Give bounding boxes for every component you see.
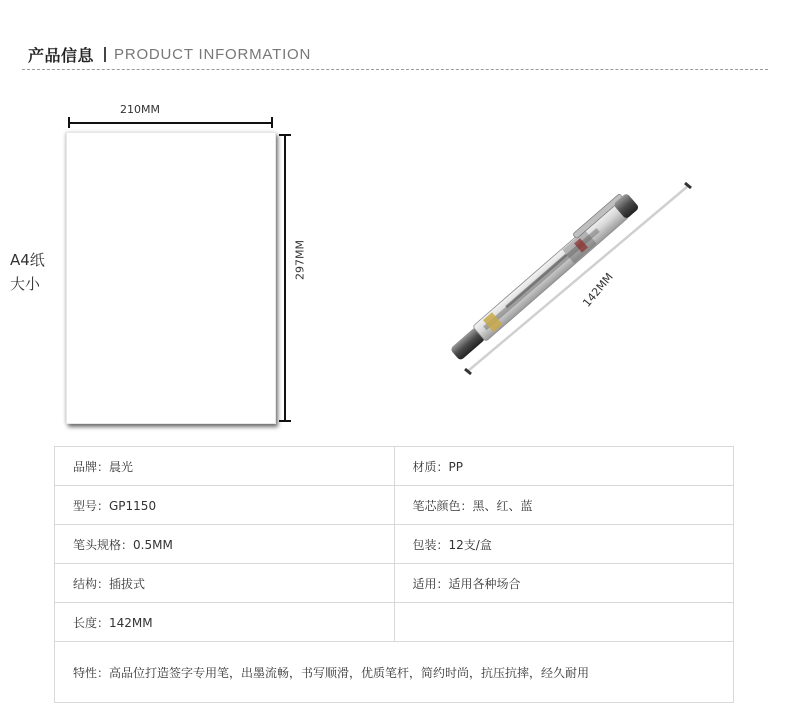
a4-paper-sheet (66, 132, 276, 424)
spec-cell-right: 材质：PP (394, 447, 734, 486)
spec-cell-right (394, 603, 734, 642)
spec-cell-left: 品牌：晨光 (55, 447, 395, 486)
spec-row (55, 603, 734, 642)
spec-cell-right: 适用：适用各种场合 (394, 564, 734, 603)
paper-height-dimension (278, 134, 292, 422)
title-separator (104, 47, 106, 62)
spec-cell-right: 笔芯颜色：黑、红、蓝 (394, 486, 734, 525)
spec-row (55, 525, 734, 564)
spec-cell-left: 长度：142MM (55, 603, 395, 642)
a4-caption-line2: 大小 (10, 275, 41, 293)
spec-row (55, 447, 734, 486)
pen-length-guide (465, 183, 691, 374)
spec-cell-left: 型号：GP1150 (55, 486, 395, 525)
spec-row (55, 486, 734, 525)
paper-width-label: 210MM (120, 103, 160, 116)
spec-cell-left: 笔头规格：0.5MM (55, 525, 395, 564)
paper-height-label: 297MM (293, 240, 307, 280)
header-divider (22, 69, 768, 70)
pen-image (430, 150, 710, 390)
section-title-cn: 产品信息 (28, 45, 95, 65)
spec-cell-left: 结构：插拔式 (55, 564, 395, 603)
pen-length-label: 142MM (580, 270, 616, 310)
spec-table (54, 446, 734, 703)
a4-size-caption (10, 248, 60, 296)
spec-feature-row (55, 642, 734, 703)
paper-width-dimension (68, 115, 273, 129)
section-title-en: PRODUCT INFORMATION (114, 45, 312, 63)
spec-row (55, 564, 734, 603)
a4-caption-line1: A4纸 (10, 251, 45, 269)
spec-cell-right: 包装：12支/盒 (394, 525, 734, 564)
section-header (28, 42, 311, 66)
spec-feature-cell: 特性：高品位打造签字专用笔，出墨流畅，书写顺滑，优质笔杆，简约时尚，抗压抗摔，经久耐用 (55, 642, 734, 703)
